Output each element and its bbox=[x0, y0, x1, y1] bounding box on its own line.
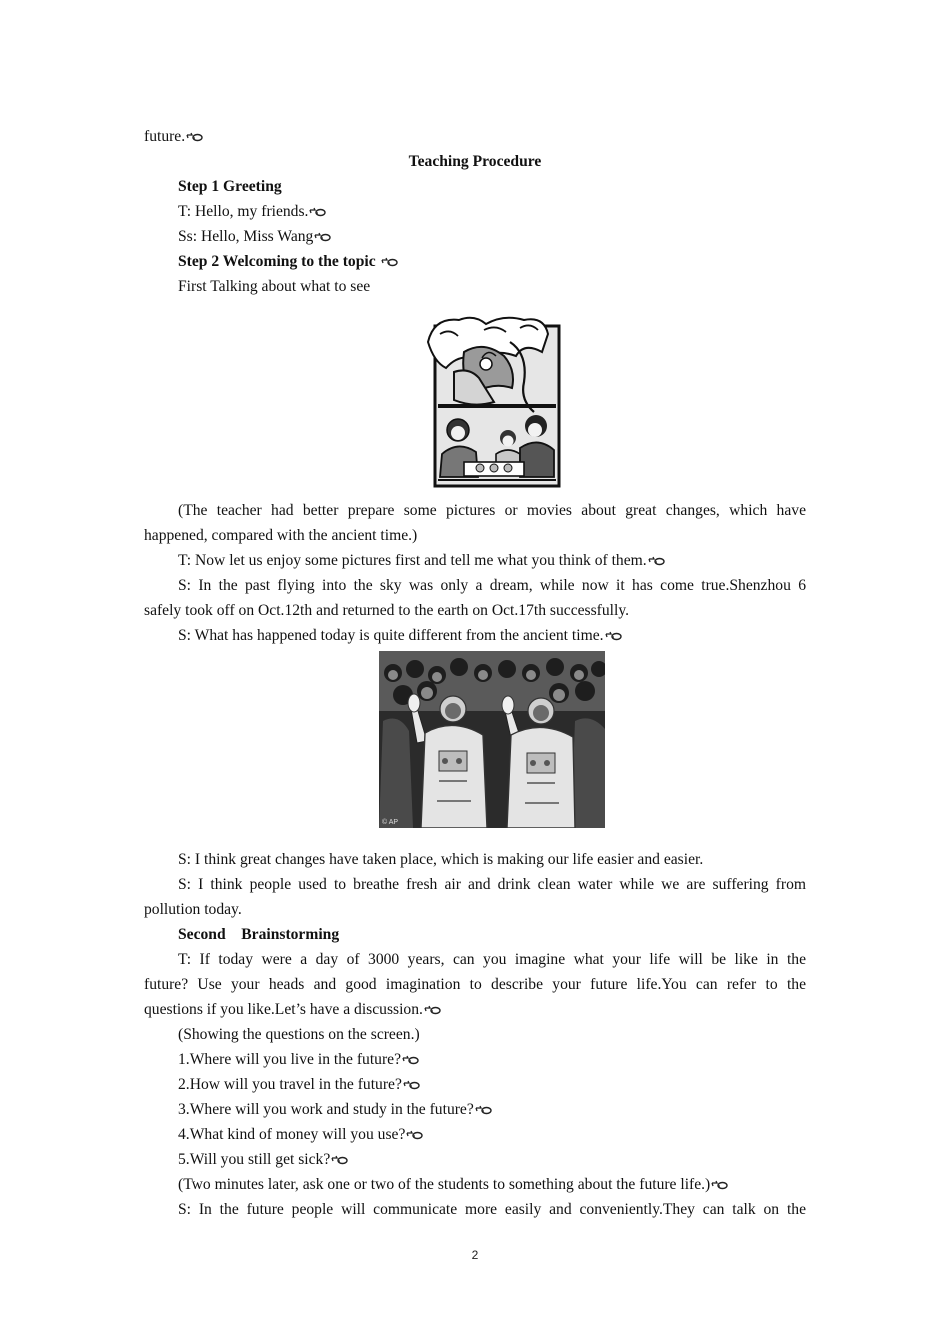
text-span: 4.What kind of money will you use? bbox=[178, 1126, 406, 1143]
page-number: 2 bbox=[471, 1248, 479, 1262]
text-line: S: I think people used to breathe fresh air and drink clean water while we are suffering from bbox=[178, 876, 806, 893]
text-span: questions if you like.Let’s have a discussion. bbox=[144, 1001, 423, 1018]
paragraph-mark-icon bbox=[605, 631, 622, 641]
text-line: (The teacher had better prepare some pictures or movies about great changes, which have bbox=[178, 502, 806, 519]
text-span: 5.Will you still get sick? bbox=[178, 1151, 331, 1168]
text-line: T: If today were a day of 3000 years, can you imagine what your life will be like in the bbox=[178, 951, 806, 968]
photo-credit: © AP bbox=[382, 819, 399, 826]
paragraph-mark-icon bbox=[406, 1130, 423, 1140]
question-item bbox=[144, 1122, 806, 1147]
question-item bbox=[144, 1072, 806, 1097]
text-line bbox=[144, 997, 806, 1022]
text-line: (Showing the questions on the screen.) bbox=[178, 1026, 420, 1043]
section-heading: Teaching Procedure bbox=[408, 153, 542, 170]
question-item bbox=[144, 1097, 806, 1122]
text-line bbox=[144, 548, 806, 573]
paragraph-mark-icon bbox=[186, 132, 203, 142]
paragraph-mark-icon bbox=[331, 1155, 348, 1165]
astronauts-photo bbox=[379, 651, 605, 828]
paragraph-mark-icon bbox=[424, 1005, 441, 1015]
moon-festival-illustration bbox=[424, 312, 562, 489]
paragraph-mark-icon bbox=[309, 207, 326, 217]
text-span: 1.Where will you live in the future? bbox=[178, 1051, 402, 1068]
text-line bbox=[144, 199, 806, 224]
paragraph-mark-icon bbox=[381, 257, 398, 267]
text-line: S: In the future people will communicate more easily and conveniently.They can talk on the bbox=[178, 1201, 806, 1218]
text-line: S: I think great changes have taken place, which is making our life easier and easier. bbox=[178, 851, 704, 868]
text-span: T: Now let us enjoy some pictures first and tell me what you think of them. bbox=[178, 552, 647, 569]
text-line: future? Use your heads and good imagination to describe your future life.You can refer to the bbox=[144, 976, 806, 993]
text-line: happened, compared with the ancient time.) bbox=[144, 527, 418, 544]
text-line: First Talking about what to see bbox=[178, 278, 371, 295]
paragraph-mark-icon bbox=[475, 1105, 492, 1115]
figure-container bbox=[144, 648, 806, 847]
paragraph-mark-icon bbox=[711, 1180, 728, 1190]
text-span: 2.How will you travel in the future? bbox=[178, 1076, 402, 1093]
step-heading: Step 1 Greeting bbox=[178, 178, 282, 195]
question-item bbox=[144, 1047, 806, 1072]
text-line: S: In the past flying into the sky was only a dream, while now it has come true.Shenzhou 6 bbox=[178, 577, 806, 594]
text-line: safely took off on Oct.12th and returned to the earth on Oct.17th successfully. bbox=[144, 602, 630, 619]
paragraph-mark-icon bbox=[314, 232, 331, 242]
text-span: 3.Where will you work and study in the future? bbox=[178, 1101, 474, 1118]
page-body bbox=[144, 124, 806, 1222]
text-span: Ss: Hello, Miss Wang bbox=[178, 228, 314, 245]
text-line bbox=[144, 124, 806, 149]
text-line: pollution today. bbox=[144, 901, 242, 918]
text-span: S: What has happened today is quite different from the ancient time. bbox=[178, 627, 604, 644]
paragraph-mark-icon bbox=[402, 1055, 419, 1065]
text-span: future. bbox=[144, 128, 186, 145]
step-heading bbox=[144, 249, 806, 274]
paragraph-mark-icon bbox=[403, 1080, 420, 1090]
text-line bbox=[144, 1172, 806, 1197]
question-item bbox=[144, 1147, 806, 1172]
text-span: (Two minutes later, ask one or two of the students to something about the future life.) bbox=[178, 1176, 711, 1193]
text-line bbox=[144, 623, 806, 648]
text-span: Step 2 Welcoming to the topic bbox=[178, 253, 380, 270]
step-heading: Second Brainstorming bbox=[178, 926, 340, 943]
figure-container bbox=[144, 299, 806, 498]
text-line bbox=[144, 224, 806, 249]
paragraph-mark-icon bbox=[648, 556, 665, 566]
text-span: T: Hello, my friends. bbox=[178, 203, 309, 220]
